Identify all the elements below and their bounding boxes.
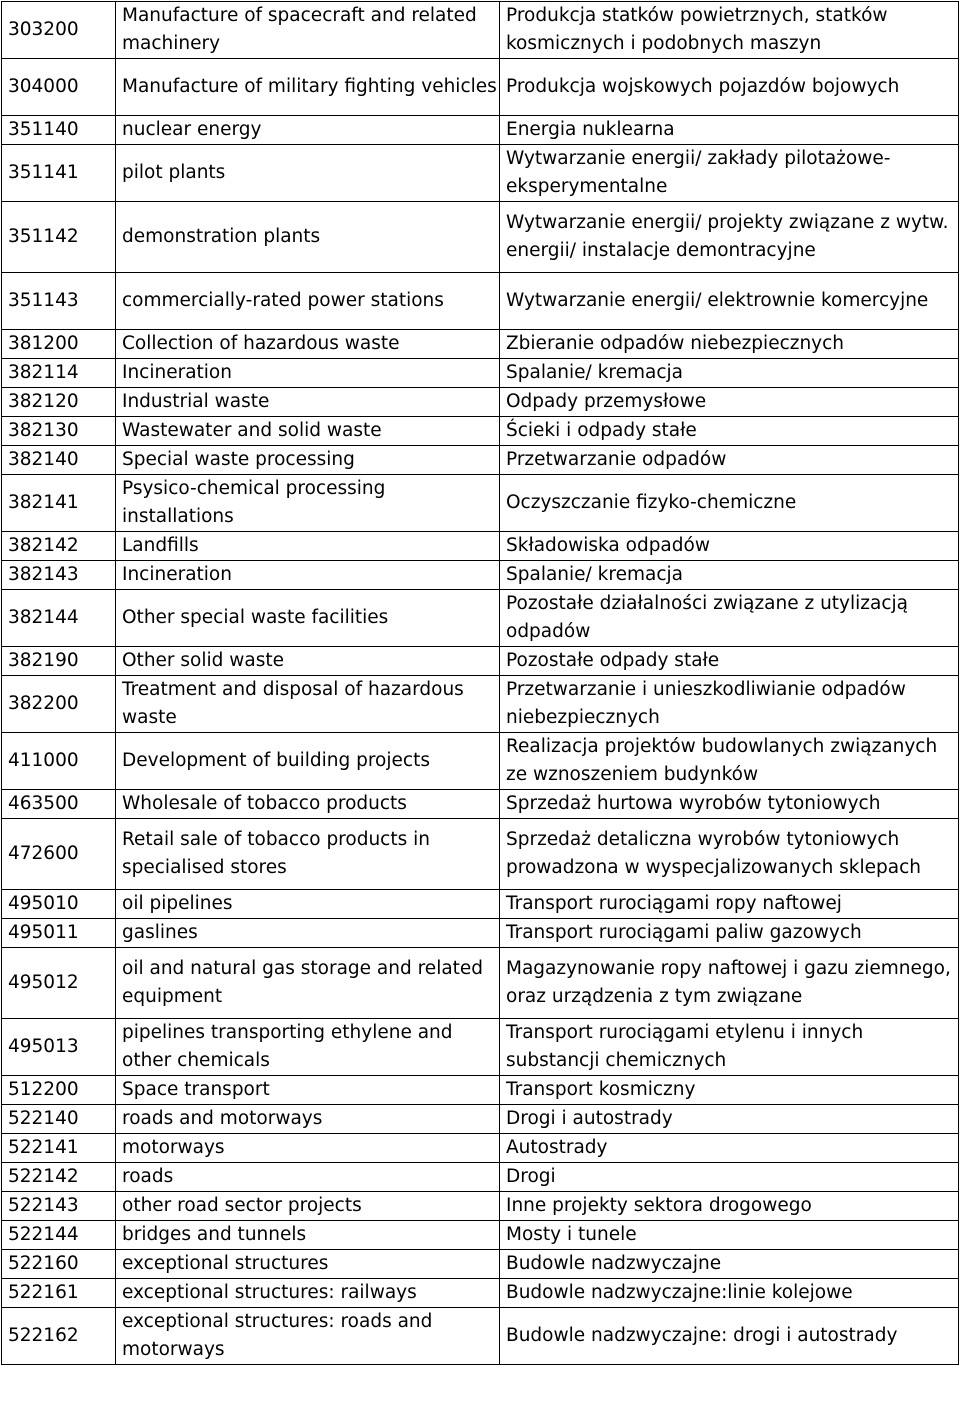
code-table-body — [2, 2, 959, 1365]
table-row — [2, 590, 959, 647]
table-row — [2, 388, 959, 417]
polish-name-cell: Przetwarzanie i unieszkodliwianie odpadów niebezpiecznych — [500, 676, 959, 733]
code-cell: 522141 — [2, 1134, 116, 1163]
english-name-cell: Retail sale of tobacco products in specialised stores — [116, 819, 500, 890]
table-row — [2, 819, 959, 890]
table-row — [2, 1221, 959, 1250]
polish-name-cell: Wytwarzanie energii/ zakłady pilotażowe-eksperymentalne — [500, 145, 959, 202]
code-cell: 522142 — [2, 1163, 116, 1192]
code-cell: 382190 — [2, 647, 116, 676]
polish-name-cell: Pozostałe działalności związane z utylizacją odpadów — [500, 590, 959, 647]
table-row — [2, 417, 959, 446]
table-row — [2, 948, 959, 1019]
code-cell: 381200 — [2, 330, 116, 359]
table-row — [2, 1134, 959, 1163]
table-row — [2, 202, 959, 273]
english-name-cell: gaslines — [116, 919, 500, 948]
code-cell: 472600 — [2, 819, 116, 890]
code-cell: 382130 — [2, 417, 116, 446]
english-name-cell: Landfills — [116, 532, 500, 561]
table-row — [2, 1105, 959, 1134]
code-cell: 522144 — [2, 1221, 116, 1250]
code-cell: 382114 — [2, 359, 116, 388]
polish-name-cell: Spalanie/ kremacja — [500, 561, 959, 590]
english-name-cell: Psysico-chemical processing installations — [116, 475, 500, 532]
code-cell: 382143 — [2, 561, 116, 590]
code-cell: 382140 — [2, 446, 116, 475]
code-cell: 522160 — [2, 1250, 116, 1279]
table-row — [2, 359, 959, 388]
polish-name-cell: Wytwarzanie energii/ elektrownie komercyjne — [500, 273, 959, 330]
table-row — [2, 2, 959, 59]
polish-name-cell: Składowiska odpadów — [500, 532, 959, 561]
polish-name-cell: Przetwarzanie odpadów — [500, 446, 959, 475]
code-cell: 382142 — [2, 532, 116, 561]
english-name-cell: Space transport — [116, 1076, 500, 1105]
polish-name-cell: Budowle nadzwyczajne: drogi i autostrady — [500, 1308, 959, 1365]
polish-name-cell: Energia nuklearna — [500, 116, 959, 145]
english-name-cell: Other special waste facilities — [116, 590, 500, 647]
english-name-cell: exceptional structures: railways — [116, 1279, 500, 1308]
english-name-cell: Wholesale of tobacco products — [116, 790, 500, 819]
table-row — [2, 1308, 959, 1365]
polish-name-cell: Mosty i tunele — [500, 1221, 959, 1250]
code-cell: 411000 — [2, 733, 116, 790]
table-row — [2, 1250, 959, 1279]
english-name-cell: exceptional structures: roads and motorways — [116, 1308, 500, 1365]
polish-name-cell: Wytwarzanie energii/ projekty związane z wytw. energii/ instalacje demontracyjne — [500, 202, 959, 273]
polish-name-cell: Spalanie/ kremacja — [500, 359, 959, 388]
english-name-cell: Treatment and disposal of hazardous waste — [116, 676, 500, 733]
english-name-cell: pipelines transporting ethylene and other chemicals — [116, 1019, 500, 1076]
polish-name-cell: Transport rurociągami etylenu i innych substancji chemicznych — [500, 1019, 959, 1076]
polish-name-cell: Sprzedaż hurtowa wyrobów tytoniowych — [500, 790, 959, 819]
table-row — [2, 475, 959, 532]
polish-name-cell: Realizacja projektów budowlanych związanych ze wznoszeniem budynków — [500, 733, 959, 790]
polish-name-cell: Budowle nadzwyczajne:linie kolejowe — [500, 1279, 959, 1308]
code-cell: 463500 — [2, 790, 116, 819]
table-row — [2, 116, 959, 145]
table-row — [2, 145, 959, 202]
polish-name-cell: Transport rurociągami ropy naftowej — [500, 890, 959, 919]
code-cell: 351140 — [2, 116, 116, 145]
table-row — [2, 919, 959, 948]
polish-name-cell: Budowle nadzwyczajne — [500, 1250, 959, 1279]
english-name-cell: bridges and tunnels — [116, 1221, 500, 1250]
english-name-cell: Industrial waste — [116, 388, 500, 417]
polish-name-cell: Sprzedaż detaliczna wyrobów tytoniowych prowadzona w wyspecjalizowanych sklepach — [500, 819, 959, 890]
polish-name-cell: Ścieki i odpady stałe — [500, 417, 959, 446]
table-row — [2, 59, 959, 116]
code-cell: 382200 — [2, 676, 116, 733]
english-name-cell: Development of building projects — [116, 733, 500, 790]
code-cell: 351141 — [2, 145, 116, 202]
table-row — [2, 273, 959, 330]
table-row — [2, 676, 959, 733]
polish-name-cell: Oczyszczanie fizyko-chemiczne — [500, 475, 959, 532]
english-name-cell: Incineration — [116, 561, 500, 590]
code-cell: 351143 — [2, 273, 116, 330]
code-cell: 351142 — [2, 202, 116, 273]
polish-name-cell: Transport kosmiczny — [500, 1076, 959, 1105]
english-name-cell: exceptional structures — [116, 1250, 500, 1279]
table-row — [2, 446, 959, 475]
english-name-cell: nuclear energy — [116, 116, 500, 145]
table-row — [2, 790, 959, 819]
code-cell: 512200 — [2, 1076, 116, 1105]
english-name-cell: roads — [116, 1163, 500, 1192]
english-name-cell: roads and motorways — [116, 1105, 500, 1134]
table-row — [2, 733, 959, 790]
table-row — [2, 890, 959, 919]
code-cell: 495010 — [2, 890, 116, 919]
english-name-cell: other road sector projects — [116, 1192, 500, 1221]
table-row — [2, 561, 959, 590]
table-row — [2, 1076, 959, 1105]
code-cell: 304000 — [2, 59, 116, 116]
english-name-cell: Manufacture of spacecraft and related machinery — [116, 2, 500, 59]
table-row — [2, 647, 959, 676]
polish-name-cell: Drogi — [500, 1163, 959, 1192]
polish-name-cell: Inne projekty sektora drogowego — [500, 1192, 959, 1221]
english-name-cell: Wastewater and solid waste — [116, 417, 500, 446]
code-cell: 382120 — [2, 388, 116, 417]
polish-name-cell: Pozostałe odpady stałe — [500, 647, 959, 676]
polish-name-cell: Odpady przemysłowe — [500, 388, 959, 417]
code-cell: 495013 — [2, 1019, 116, 1076]
table-row — [2, 532, 959, 561]
table-row — [2, 1019, 959, 1076]
table-row — [2, 1279, 959, 1308]
polish-name-cell: Produkcja wojskowych pojazdów bojowych — [500, 59, 959, 116]
table-row — [2, 330, 959, 359]
code-cell: 382141 — [2, 475, 116, 532]
polish-name-cell: Produkcja statków powietrznych, statków kosmicznych i podobnych maszyn — [500, 2, 959, 59]
english-name-cell: pilot plants — [116, 145, 500, 202]
polish-name-cell: Autostrady — [500, 1134, 959, 1163]
english-name-cell: Incineration — [116, 359, 500, 388]
code-cell: 522161 — [2, 1279, 116, 1308]
english-name-cell: oil and natural gas storage and related equipment — [116, 948, 500, 1019]
code-cell: 522143 — [2, 1192, 116, 1221]
code-cell: 522140 — [2, 1105, 116, 1134]
code-cell: 303200 — [2, 2, 116, 59]
polish-name-cell: Drogi i autostrady — [500, 1105, 959, 1134]
code-cell: 495011 — [2, 919, 116, 948]
english-name-cell: demonstration plants — [116, 202, 500, 273]
english-name-cell: motorways — [116, 1134, 500, 1163]
english-name-cell: Collection of hazardous waste — [116, 330, 500, 359]
english-name-cell: oil pipelines — [116, 890, 500, 919]
code-cell: 495012 — [2, 948, 116, 1019]
english-name-cell: Special waste processing — [116, 446, 500, 475]
table-row — [2, 1163, 959, 1192]
table-row — [2, 1192, 959, 1221]
polish-name-cell: Transport rurociągami paliw gazowych — [500, 919, 959, 948]
code-cell: 382144 — [2, 590, 116, 647]
english-name-cell: Manufacture of military fighting vehicles — [116, 59, 500, 116]
english-name-cell: commercially-rated power stations — [116, 273, 500, 330]
polish-name-cell: Magazynowanie ropy naftowej i gazu ziemnego, oraz urządzenia z tym związane — [500, 948, 959, 1019]
polish-name-cell: Zbieranie odpadów niebezpiecznych — [500, 330, 959, 359]
code-table — [1, 1, 959, 1365]
english-name-cell: Other solid waste — [116, 647, 500, 676]
code-cell: 522162 — [2, 1308, 116, 1365]
